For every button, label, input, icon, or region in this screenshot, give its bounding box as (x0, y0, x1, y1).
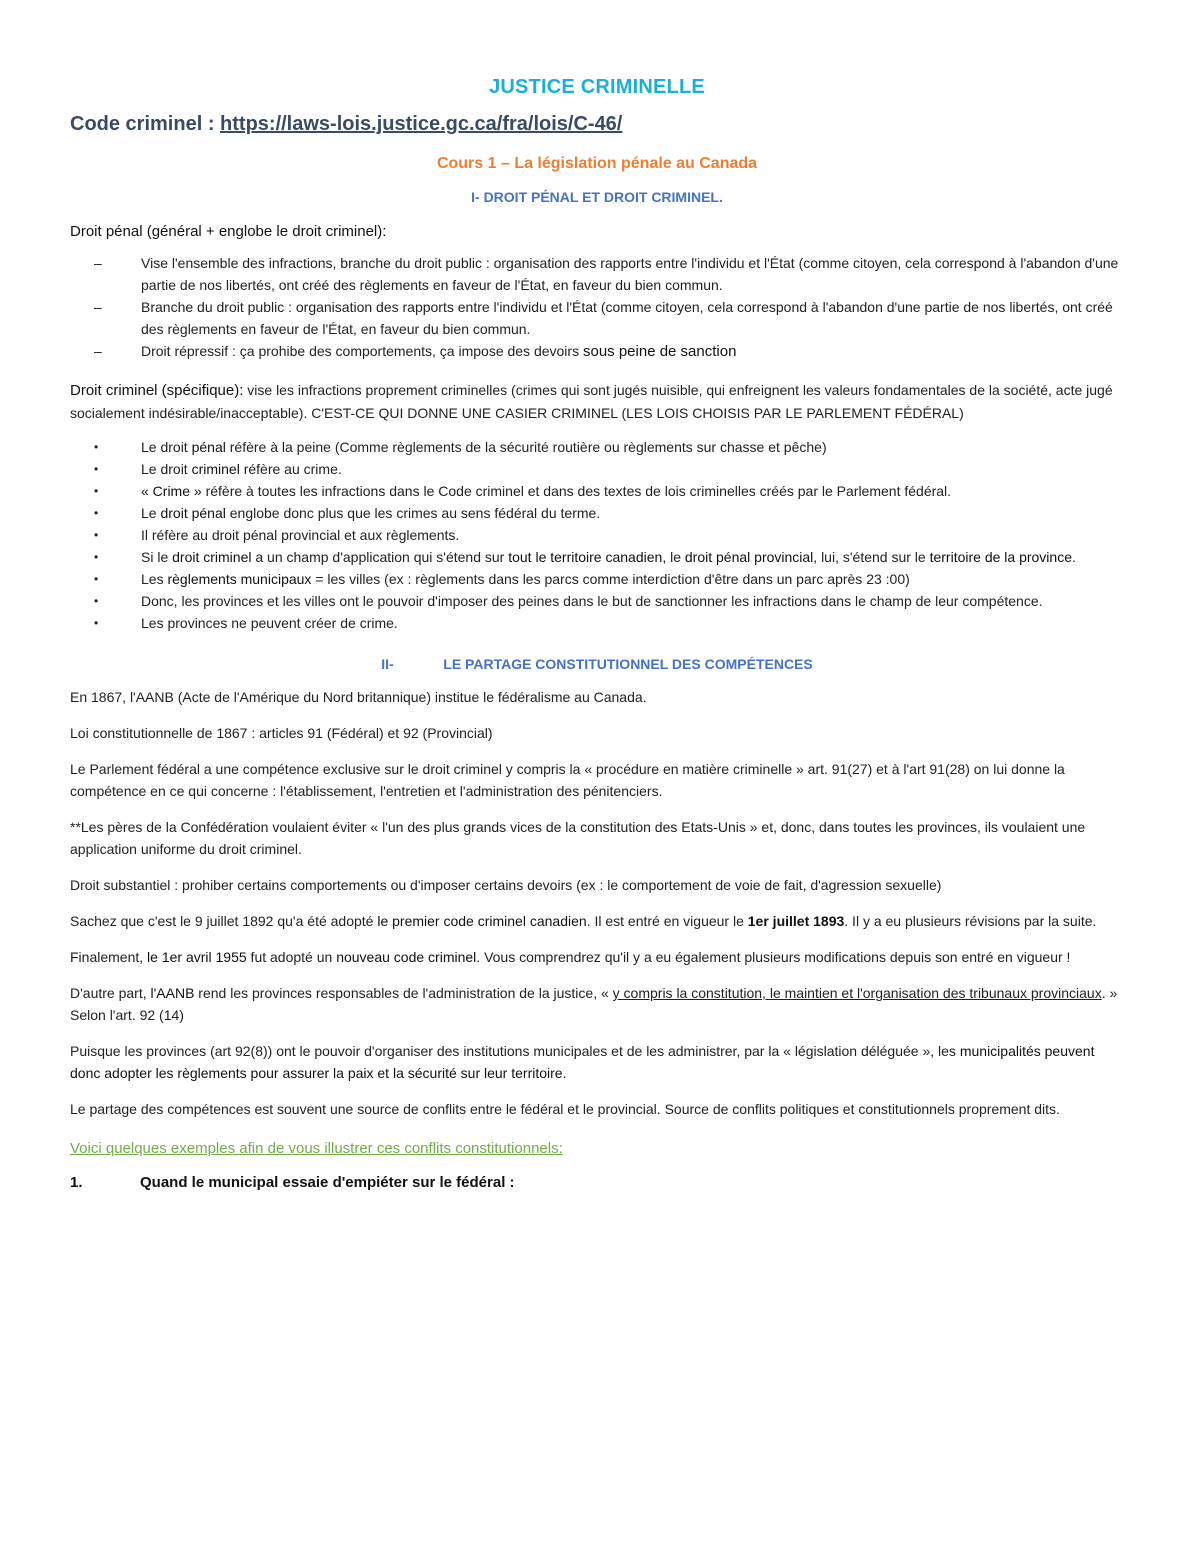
paragraph-premier-code: Sachez que c'est le 9 juillet 1892 qu'a été adopté le premier code criminel canadien. Il est entré en vigueur le 1er juillet 1893. Il y a eu plusieurs révisions par la suite. (70, 913, 1097, 929)
list-item: • « Crime » réfère à toutes les infractions dans le Code criminel et dans des textes de lois criminelles créés par le Parlement fédéral. (70, 480, 1124, 502)
paragraph-municipalites: Puisque les provinces (art 92(8)) ont le pouvoir d'organiser des institutions municipales et de les administrer, par la « législation déléguée », les municipalités peuvent donc adopter les règlements pour assurer la paix et la sécurité sur leur territoire. (70, 1043, 1095, 1081)
bullet-marker: • (94, 528, 99, 542)
code-criminel-label: Code criminel : (70, 113, 221, 135)
numbered-item-text: Quand le municipal essaie d'empiéter sur le fédéral : (140, 1174, 515, 1191)
droit-criminel-paragraph: Droit criminel (spécifique): vise les infractions proprement criminelles (crimes qui sont jugés nuisible, qui enfreignent les valeurs fondamentales de la société, acte jugé socialement indésirable/inacceptable). C'EST-CE QUI DONNE UNE CASIER CRIMINEL (LES LOIS CHOISIS PAR LE PARLEMENT FÉDÉRAL) (70, 382, 1113, 421)
list-item: – Droit répressif : ça prohibe des comportements, ça impose des devoirs sous peine de sanction (70, 340, 1124, 363)
bullet-marker: • (94, 594, 99, 608)
paragraph-aanb: En 1867, l'AANB (Acte de l'Amérique du Nord britannique) institue le fédéralisme au Canada. (70, 689, 647, 705)
paragraph-nouveau-code: Finalement, le 1er avril 1955 fut adopté un nouveau code criminel. Vous comprendrez qu'il y a eu également plusieurs modifications depuis son entré en vigueur ! (70, 949, 1071, 965)
section-2-text: LE PARTAGE CONSTITUTIONNEL DES COMPÉTENCES (443, 656, 813, 672)
document-title: JUSTICE CRIMINELLE (489, 76, 705, 98)
code-criminel-link[interactable]: https://laws-lois.justice.gc.ca/fra/lois/C-46/ (220, 113, 623, 135)
bullet-marker: • (94, 484, 99, 498)
section-1-title: I- DROIT PÉNAL ET DROIT CRIMINEL. (471, 189, 723, 205)
paragraph-parlement-federal: Le Parlement fédéral a une compétence exclusive sur le droit criminel y compris la « procédure en matière criminelle » art. 91(27) et à l'art 91(28) on lui donne la compétence en ce qui concerne : l'établissement, l'entretien et l'administration des pénitenciers. (70, 761, 1065, 799)
list-item: • Les règlements municipaux = les villes (ex : règlements dans les parcs comme interdiction d'être dans un parc après 23 :00) (70, 568, 1124, 590)
bullet-marker: • (94, 506, 99, 520)
bullet-marker: • (94, 550, 99, 564)
paragraph-peres-confederation: **Les pères de la Confédération voulaient éviter « l'un des plus grands vices de la constitution des Etats-Unis » et, donc, dans toutes les provinces, ils voulaient une application uniforme du droit criminel. (70, 819, 1086, 857)
section-2-number: II- (381, 656, 394, 672)
bullet-marker: • (94, 616, 99, 630)
paragraph-loi-constitutionnelle: Loi constitutionnelle de 1867 : articles 91 (Fédéral) et 92 (Provincial) (70, 725, 493, 741)
criminel-bullet-list (70, 436, 1124, 634)
list-item: • Donc, les provinces et les villes ont le pouvoir d'imposer des peines dans le but de sanctionner les infractions dans le champ de leur compétence. (70, 590, 1124, 612)
droit-penal-list (70, 252, 1124, 363)
list-item: • Les provinces ne peuvent créer de crime. (70, 612, 1124, 634)
examples-heading: Voici quelques exemples afin de vous illustrer ces conflits constitutionnels: (70, 1140, 563, 1157)
code-criminel-line (70, 113, 1124, 135)
list-item: • Le droit pénal réfère à la peine (Comme règlements de la sécurité routière ou règlements sur chasse et pêche) (70, 436, 1124, 458)
paragraph-aanb-provinces: D'autre part, l'AANB rend les provinces responsables de l'administration de la justice, « y compris la constitution, le maintien et l'organisation des tribunaux provinciaux. » Selon l'art. 92 (14) (70, 985, 1118, 1023)
list-item: • Si le droit criminel a un champ d'application qui s'étend sur tout le territoire canadien, le droit pénal provincial, lui, s'étend sur le territoire de la province. (70, 546, 1124, 568)
droit-penal-heading: Droit pénal (général + englobe le droit criminel): (70, 223, 387, 240)
course-title: Cours 1 – La législation pénale au Canada (436, 155, 758, 172)
list-item: • Il réfère au droit pénal provincial et aux règlements. (70, 524, 1124, 546)
dash-marker: – (94, 255, 102, 271)
droit-criminel-label: Droit criminel (spécifique): (70, 382, 244, 399)
list-item: – Vise l'ensemble des infractions, branche du droit public : organisation des rapports entre l'individu et l'État (comme citoyen, cela correspond à l'abandon d'une partie de nos libertés, ont créé des règlements en faveur de l'État, en faveur du bien commun. (70, 252, 1124, 296)
numbered-item-number: 1. (70, 1174, 83, 1191)
dash-marker: – (94, 299, 102, 315)
list-item: • Le droit pénal englobe donc plus que les crimes au sens fédéral du terme. (70, 502, 1124, 524)
list-item: – Branche du droit public : organisation des rapports entre l'individu et l'État (comme citoyen, cela correspond à l'abandon d'une partie de nos libertés, ont créé des règlements en faveur de l'État, en faveur du bien commun. (70, 296, 1124, 340)
bullet-marker: • (94, 440, 99, 454)
bullet-marker: • (94, 462, 99, 476)
section-2-title (70, 656, 1124, 672)
bullet-marker: • (94, 572, 99, 586)
paragraph-droit-substantiel: Droit substantiel : prohiber certains comportements ou d'imposer certains devoirs (ex : le comportement de voie de fait, d'agression sexuelle) (70, 877, 942, 893)
numbered-item-1 (70, 1172, 1124, 1194)
list-item: • Le droit criminel réfère au crime. (70, 458, 1124, 480)
paragraph-partage-competences: Le partage des compétences est souvent une source de conflits entre le fédéral et le provincial. Source de conflits politiques et constitutionnels proprement dits. (70, 1101, 1060, 1117)
dash-marker: – (94, 343, 102, 359)
